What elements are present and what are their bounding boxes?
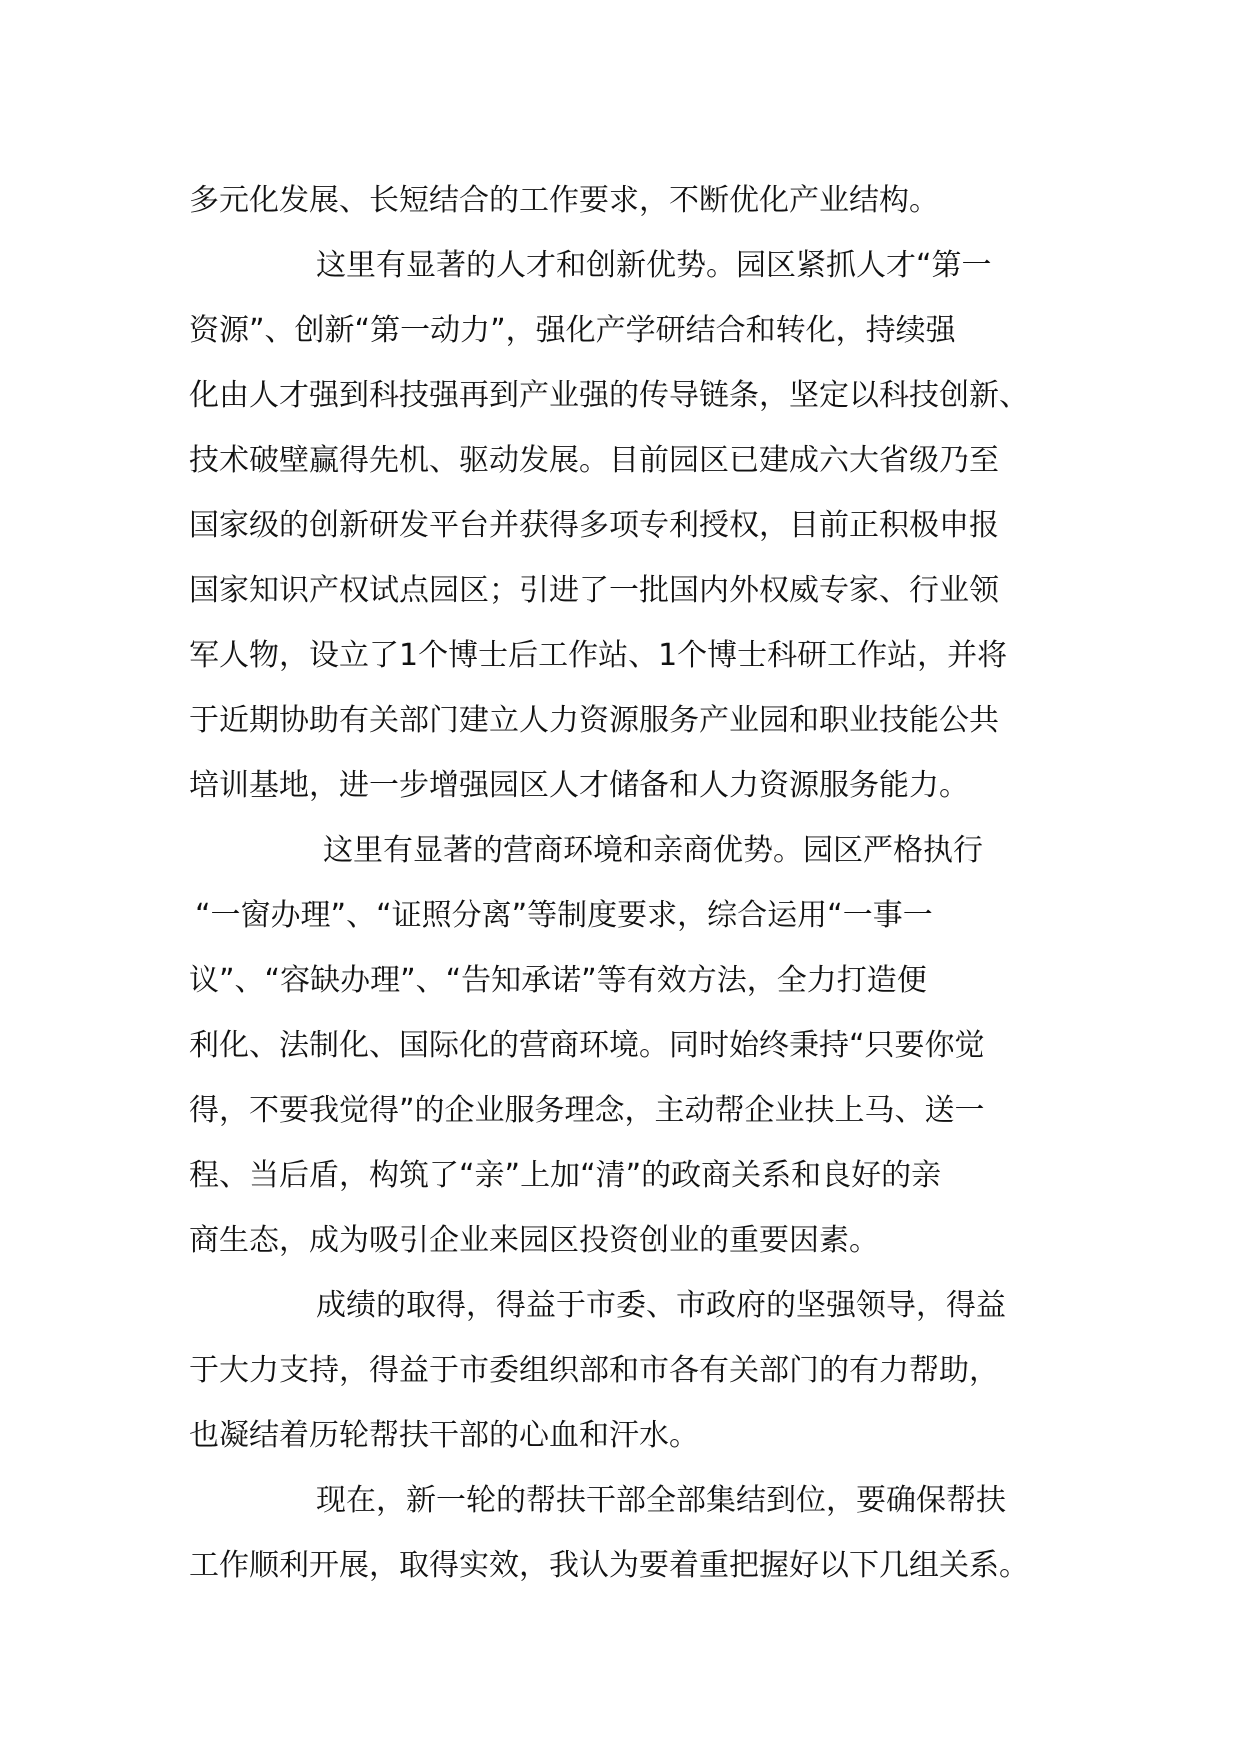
text-line: 化由人才强到科技强再到产业强的传导链条，坚定以科技创新、 xyxy=(189,378,1029,413)
text-line: 程、当后盾，构筑了“亲”上加“清”的政商关系和良好的亲 xyxy=(189,1158,942,1193)
text-line: 国家级的创新研发平台并获得多项专利授权，目前正积极申报 xyxy=(189,508,999,543)
text-line: 国家知识产权试点园区；引进了一批国内外权威专家、行业领 xyxy=(189,573,999,608)
text-line: 技术破壁赢得先机、驱动发展。目前园区已建成六大省级乃至 xyxy=(189,443,999,478)
text-line: 议”、“容缺办理”、“告知承诺”等有效方法，全力打造便 xyxy=(189,963,927,998)
text-line: 利化、法制化、国际化的营商环境。同时始终秉持“只要你觉 xyxy=(189,1028,985,1063)
text-line: 得，不要我觉得”的企业服务理念，主动帮企业扶上马、送一 xyxy=(189,1093,985,1128)
text-line: 资源”、创新“第一动力”，强化产学研结合和转化，持续强 xyxy=(189,313,956,348)
text-line: 工作顺利开展，取得实效，我认为要着重把握好以下几组关系。 xyxy=(189,1548,1029,1583)
text-line: 也凝结着历轮帮扶干部的心血和汗水。 xyxy=(189,1418,699,1453)
text-line: 军人物，设立了1个博士后工作站、1个博士科研工作站，并将 xyxy=(189,638,1008,673)
text-line: 多元化发展、长短结合的工作要求，不断优化产业结构。 xyxy=(189,183,939,218)
paragraph-start-line: 现在，新一轮的帮扶干部全部集结到位，要确保帮扶 xyxy=(316,1483,1006,1518)
paragraph-start-line: 成绩的取得，得益于市委、市政府的坚强领导，得益 xyxy=(316,1288,1006,1323)
text-line: 培训基地，进一步增强园区人才储备和人力资源服务能力。 xyxy=(189,768,969,803)
text-line: 于大力支持，得益于市委组织部和市各有关部门的有力帮助， xyxy=(189,1353,999,1388)
text-line: 商生态，成为吸引企业来园区投资创业的重要因素。 xyxy=(189,1223,879,1258)
paragraph-start-line: 这里有显著的人才和创新优势。园区紧抓人才“第一 xyxy=(316,248,992,283)
text-line: “一窗办理”、“证照分离”等制度要求，综合运用“一事一 xyxy=(195,898,933,933)
text-line: 于近期协助有关部门建立人力资源服务产业园和职业技能公共 xyxy=(189,703,999,738)
document-body xyxy=(189,168,1069,1598)
paragraph-start-line: 这里有显著的营商环境和亲商优势。园区严格执行 xyxy=(323,833,983,868)
